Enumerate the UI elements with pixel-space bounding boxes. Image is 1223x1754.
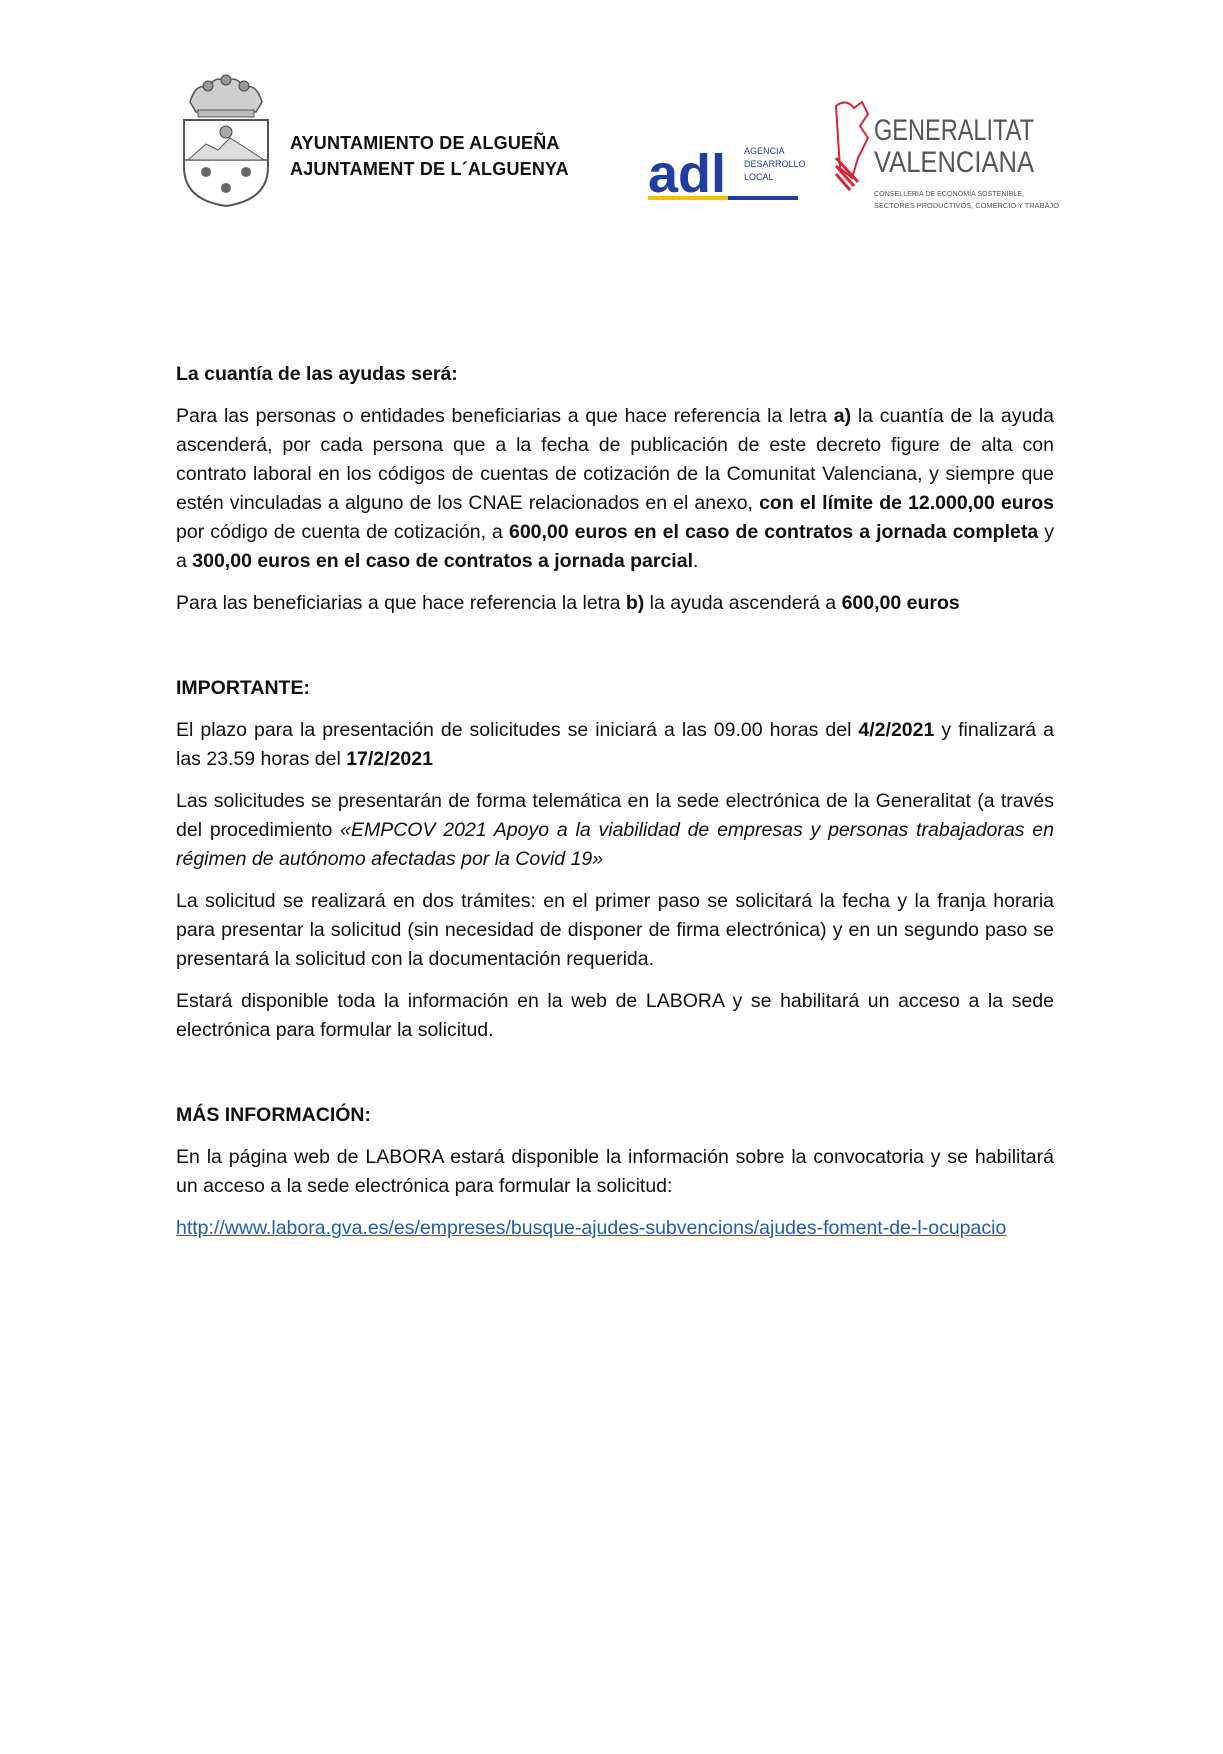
text: la cuantía de la ayuda ascenderá, por cada persona que a la fecha de publicación de este decreto figure de alta con contrato laboral en los códigos de cuentas de cotización de la Comunitat Valenciana, y siempre que estén vinculadas a alguno de los CNAE relacionados en el anexo,	[176, 405, 1054, 514]
adl-logo-line1: AGENCIA	[744, 146, 785, 156]
text: por código de cuenta de cotización, a	[176, 521, 509, 543]
amount-paragraph-b	[176, 589, 1054, 618]
adl-logo-line2: DESARROLLO	[744, 159, 806, 169]
organization-name-valencian: AJUNTAMENT DE L´ALGUENYA	[290, 159, 569, 179]
gv-logo-subtitle1: CONSELLERIA DE ECONOMÍA SOSTENIBLE,	[874, 191, 1022, 198]
gv-logo-line1: GENERALITAT	[874, 114, 1034, 147]
letter-b: b)	[625, 592, 645, 614]
organization-name-spanish: AYUNTAMIENTO DE ALGUEÑA	[290, 133, 560, 153]
availability-paragraph: Estará disponible toda la información en la web de LABORA y se habilitará un acceso a la sede electrónica para formular la solicitud.	[176, 990, 1054, 1041]
more-info-paragraph: En la página web de LABORA estará disponible la información sobre la convocatoria y se habilitará un acceso a la sede electrónica para formular la solicitud:	[176, 1146, 1054, 1197]
limit-amount: con el límite de 12.000,00 euros	[759, 492, 1054, 514]
text: El plazo para la presentación de solicitudes se iniciará a las 09.00 horas del	[176, 719, 859, 741]
deadline-paragraph	[176, 716, 1054, 774]
start-date: 4/2/2021	[858, 719, 935, 741]
text: Para las beneficiarias a que hace referencia la letra	[176, 592, 626, 614]
document-body	[176, 360, 1054, 1243]
important-heading: IMPORTANTE:	[176, 677, 310, 699]
amount-b: 600,00 euros	[841, 592, 960, 614]
amount-paragraph-a	[176, 402, 1054, 576]
procedure-name: «EMPCOV 2021 Apoyo a la viabilidad de empresas y personas trabajadoras en régimen de autónomo afectadas por la Covid 19»	[176, 819, 1054, 870]
part-time-amount: 300,00 euros en el caso de contratos a jornada parcial	[192, 550, 693, 572]
text: Para las personas o entidades beneficiarias a que hace referencia la letra	[176, 405, 834, 427]
text: Las solicitudes se presentarán de forma telemática en la sede electrónica de la Generalitat (a través del procedimiento	[176, 790, 1054, 841]
more-info-heading: MÁS INFORMACIÓN:	[176, 1104, 371, 1126]
procedure-paragraph	[176, 787, 1054, 874]
text: .	[692, 550, 699, 572]
end-date: 17/2/2021	[346, 748, 433, 770]
steps-paragraph: La solicitud se realizará en dos trámites: en el primer paso se solicitará la fecha y la franja horaria para presentar la solicitud (sin necesidad de disponer de firma electrónica) y en un segundo paso se presentará la solicitud con la documentación requerida.	[176, 890, 1054, 970]
labora-link[interactable]: http://www.labora.gva.es/es/empreses/busque-ajudes-subvencions/ajudes-foment-de-l-ocupacio	[176, 1217, 1007, 1239]
amount-heading: La cuantía de las ayudas será:	[176, 363, 458, 385]
adl-logo-letters: adl	[648, 144, 727, 204]
text: y finalizará a las 23.59 horas del	[176, 719, 1054, 770]
full-time-amount: 600,00 euros en el caso de contratos a jornada completa	[508, 521, 1039, 543]
organization-name-block	[290, 130, 569, 182]
municipal-crest-icon	[176, 72, 276, 208]
gv-logo-line2: VALENCIANA	[874, 146, 1034, 179]
gv-logo-subtitle2: SECTORES PRODUCTIVOS, COMERCIO Y TRABAJO	[874, 203, 1060, 210]
generalitat-valenciana-logo	[832, 98, 1062, 220]
adl-logo-line3: LOCAL	[744, 172, 774, 182]
text: la ayuda ascenderá a	[644, 592, 842, 614]
text: y a	[176, 521, 1054, 572]
adl-agency-logo	[648, 136, 806, 204]
letter-a: a)	[833, 405, 852, 427]
